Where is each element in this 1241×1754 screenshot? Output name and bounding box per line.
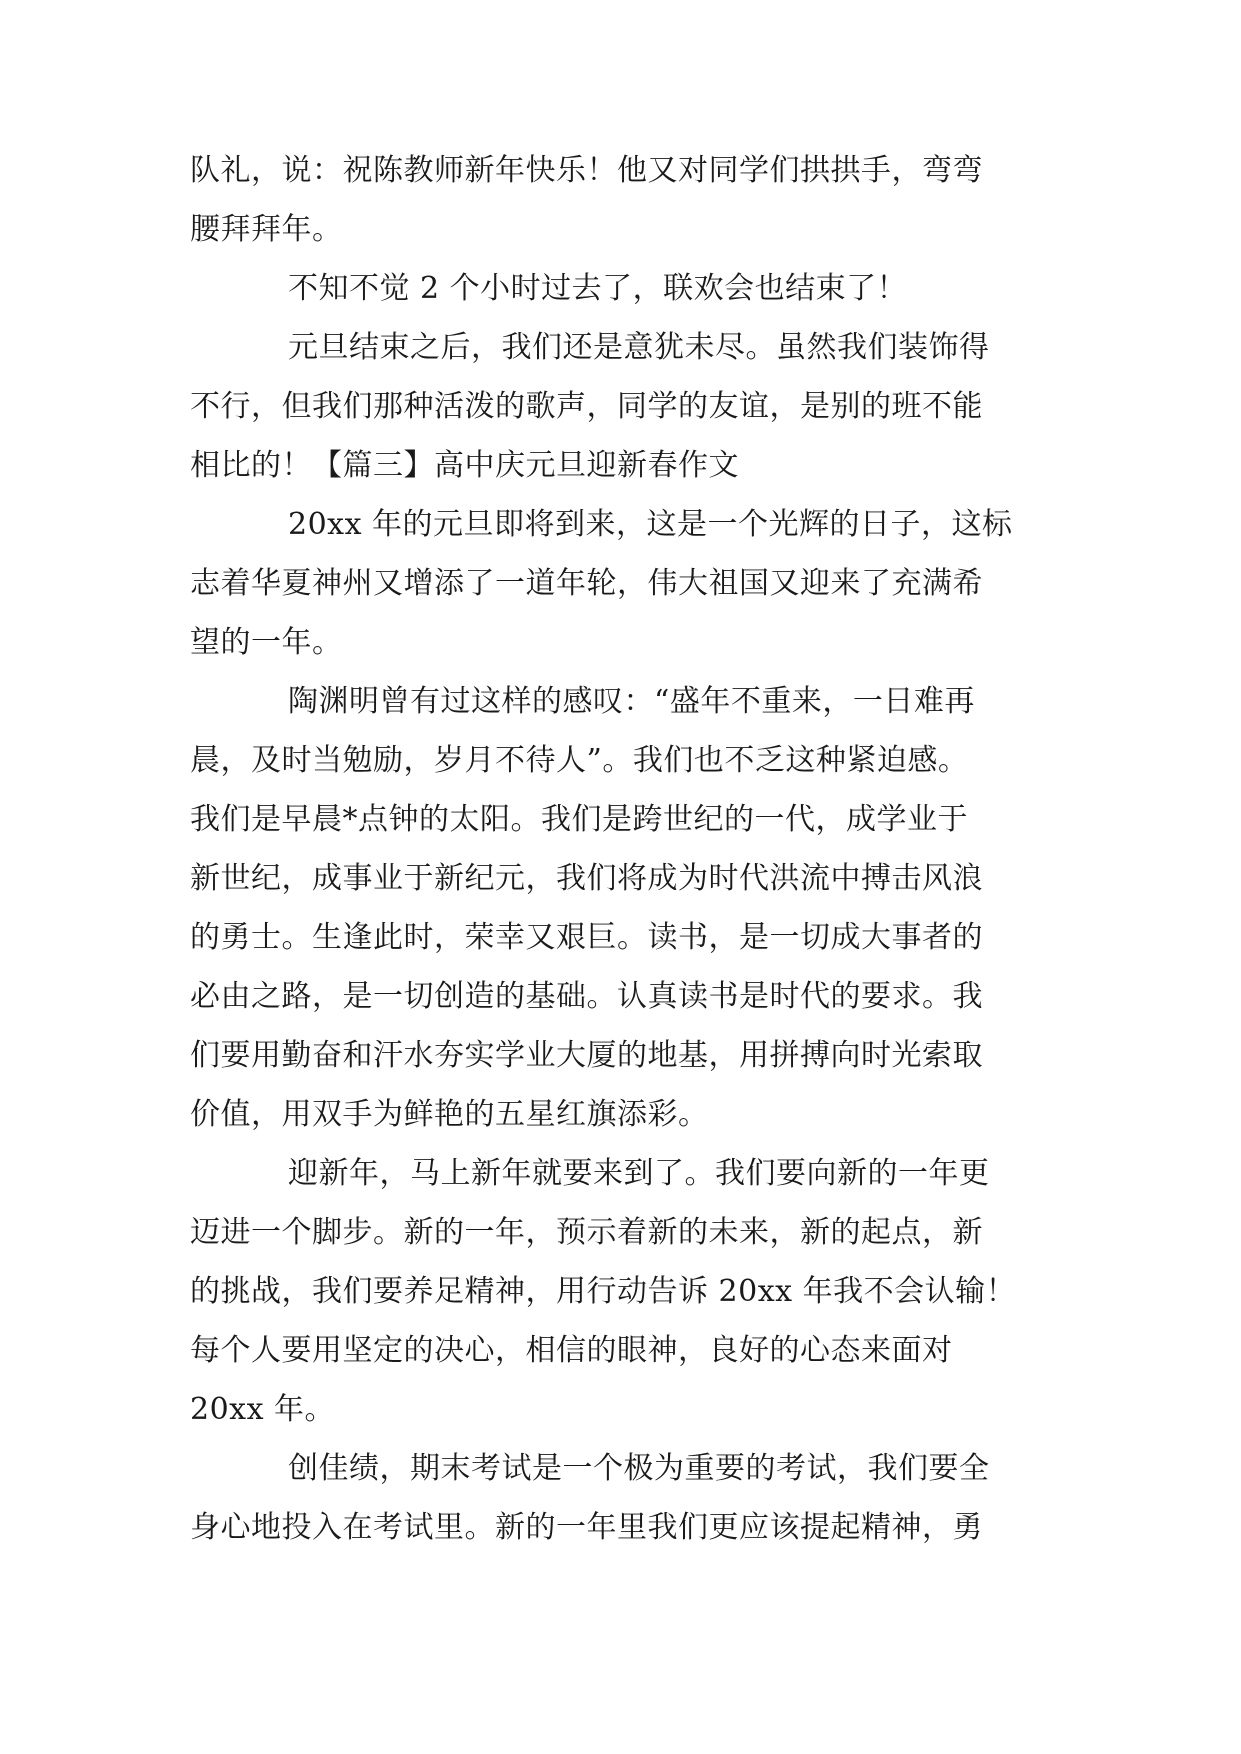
text-line: 我们是早晨*点钟的太阳。我们是跨世纪的一代，成学业于 (190, 802, 968, 837)
text-line: 的勇士。生逢此时，荣幸又艰巨。读书，是一切成大事者的 (190, 920, 983, 955)
text-line: 身心地投入在考试里。新的一年里我们更应该提起精神，勇 (190, 1510, 983, 1545)
body-text (190, 141, 1070, 1557)
text-line: 的挑战，我们要养足精神，用行动告诉 20xx 年我不会认输！ (190, 1274, 1017, 1309)
text-line: 腰拜拜年。 (190, 212, 343, 247)
text-line: 晨，及时当勉励，岁月不待人”。我们也不乏这种紧迫感。 (190, 743, 969, 778)
text-line: 队礼，说：祝陈教师新年快乐！他又对同学们拱拱手，弯弯 (190, 153, 983, 188)
text-line: 20xx 年的元旦即将到来，这是一个光辉的日子，这标 (288, 507, 1013, 542)
text-line: 必由之路，是一切创造的基础。认真读书是时代的要求。我 (190, 979, 983, 1014)
text-line: 们要用勤奋和汗水夯实学业大厦的地基，用拼搏向时光索取 (190, 1038, 983, 1073)
text-line: 陶渊明曾有过这样的感叹：“盛年不重来，一日难再 (288, 684, 975, 719)
text-line: 志着华夏神州又增添了一道年轮，伟大祖国又迎来了充满希 (190, 566, 983, 601)
text-line: 价值，用双手为鲜艳的五星红旗添彩。 (190, 1097, 709, 1132)
text-line: 迈进一个脚步。新的一年，预示着新的未来，新的起点，新 (190, 1215, 983, 1250)
text-line: 元旦结束之后，我们还是意犹未尽。虽然我们装饰得 (288, 330, 990, 365)
text-line: 迎新年，马上新年就要来到了。我们要向新的一年更 (288, 1156, 990, 1191)
text-line: 20xx 年。 (190, 1392, 336, 1427)
text-line: 不行，但我们那种活泼的歌声，同学的友谊，是别的班不能 (190, 389, 983, 424)
text-line: 每个人要用坚定的决心，相信的眼神，良好的心态来面对 (190, 1333, 953, 1368)
text-line: 相比的！【篇三】高中庆元旦迎新春作文 (190, 448, 739, 483)
text-line: 创佳绩，期末考试是一个极为重要的考试，我们要全 (288, 1451, 990, 1486)
text-line: 不知不觉 2 个小时过去了，联欢会也结束了！ (288, 271, 908, 306)
text-line: 望的一年。 (190, 625, 343, 660)
text-line: 新世纪，成事业于新纪元，我们将成为时代洪流中搏击风浪 (190, 861, 983, 896)
